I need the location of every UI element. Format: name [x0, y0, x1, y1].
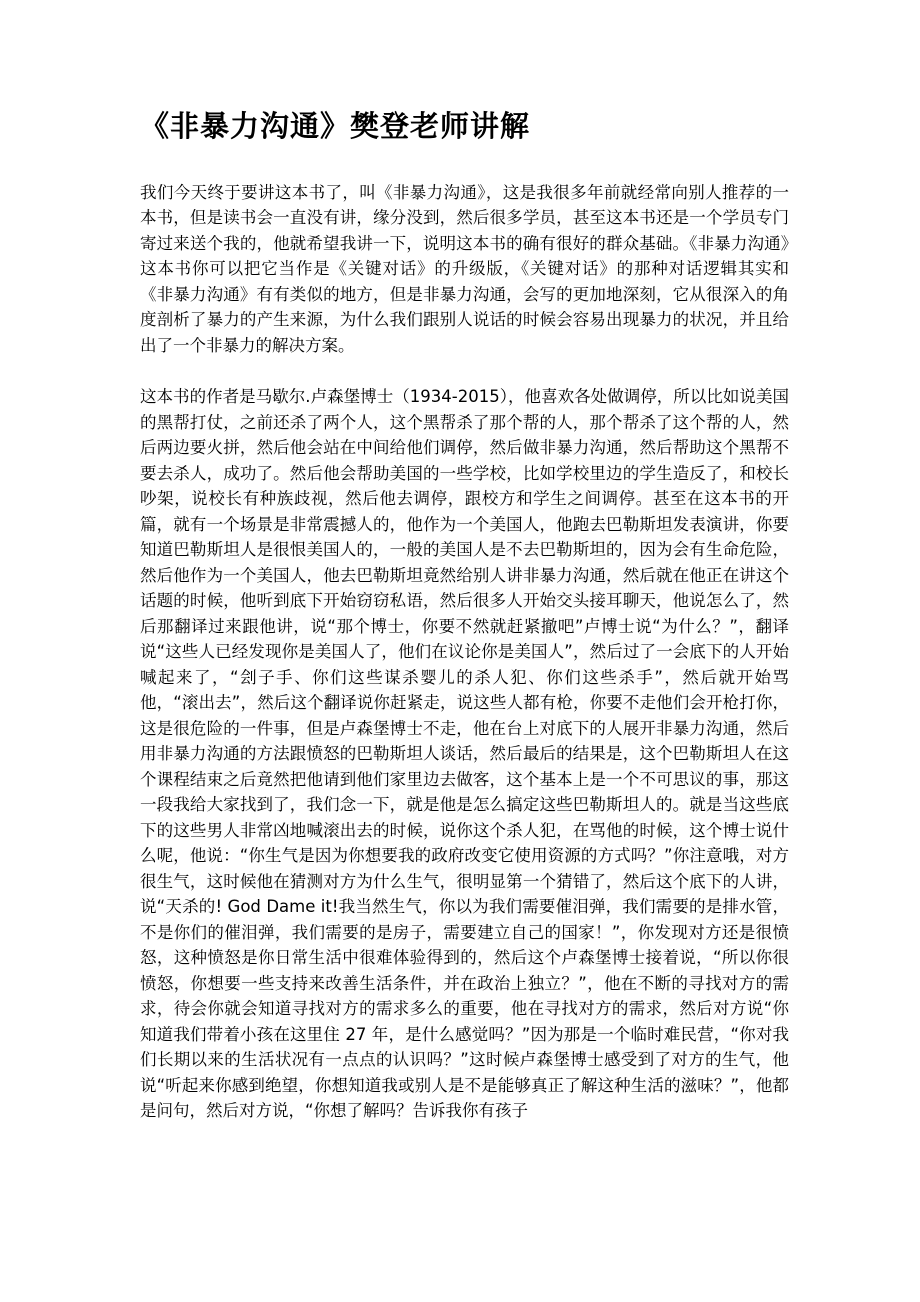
paragraph-intro: 我们今天终于要讲这本书了，叫《非暴力沟通》，这是我很多年前就经常向别人推荐的一本书，但是读书会一直没有讲，缘分没到，然后很多学员，甚至这本书还是一个学员专门寄过来送个我的，他就希望我讲一下，说明这本书的确有很好的群众基础。《非暴力沟通》这本书你可以把它当作是《关键对话》的升级版，《关键对话》的那种对话逻辑其实和《非暴力沟通》有有类似的地方，但是非暴力沟通，会写的更加地深刻，它从很深入的角度剖析了暴力的产生来源，为什么我们跟别人说话的时候会容易出现暴力的状况，并且给出了一个非暴力的解决方案。: [140, 182, 789, 355]
paragraph-author-story: 这本书的作者是马歇尔.卢森堡博士（1934-2015），他喜欢各处做调停，所以比如说美国的黑帮打仗，之前还杀了两个人，这个黑帮杀了那个帮的人，那个帮杀了这个帮的人，然后两边要火拼，然后他会站在中间给他们调停，然后做非暴力沟通，然后帮助这个黑帮不要去杀人，成功了。然后他会帮助美国的一些学校，比如学校里边的学生造反了，和校长吵架，说校长有种族歧视，然后他去调停，跟校方和学生之间调停。甚至在这本书的开篇，就有一个场景是非常震撼人的，他作为一个美国人，他跑去巴勒斯坦发表演讲，你要知道巴勒斯坦人是很恨美国人的，一般的美国人是不去巴勒斯坦的，因为会有生命危险，然后他作为一个美国人，他去巴勒斯坦竟然给别人讲非暴力沟通，然后就在他正在讲这个话题的时候，他听到底下开始窃窃私语，然后很多人开始交头接耳聊天，他说怎么了，然后那翻译过来跟他讲，说“那个博士，你要不然就赶紧撤吧”卢博士说“为什么？”，翻译说“这些人已经发现你是美国人了，他们在议论你是美国人”，然后过了一会底下的人开始喊起来了，“刽子手、你们这些谋杀婴儿的杀人犯、你们这些杀手”，然后就开始骂他，“滚出去”，然后这个翻译说你赶紧走，说这些人都有枪，你要不走他们会开枪打你，这是很危险的一件事，但是卢森堡博士不走，他在台上对底下的人展开非暴力沟通，然后用非暴力沟通的方法跟愤怒的巴勒斯坦人谈话，然后最后的结果是，这个巴勒斯坦人在这个课程结束之后竟然把他请到他们家里边去做客，这个基本上是一个不可思议的事，那这一段我给大家找到了，我们念一下，就是他是怎么搞定这些巴勒斯坦人的。就是当这些底下的这些男人非常凶地喊滚出去的时候，说你这个杀人犯，在骂他的时候，这个博士说什么呢，他说：“你生气是因为你想要我的政府改变它使用资源的方式吗？”你注意哦，对方很生气，这时候他在猜测对方为什么生气，很明显第一个猜错了，然后这个底下的人讲，说“天杀的! God Dame it!我当然生气，你以为我们需要催泪弹，我们需要的是排水管，不是你们的催泪弹，我们需要的是房子，需要建立自己的国家！”，你发现对方还是很愤怒，这种愤怒是你日常生活中很难体验得到的，然后这个卢森堡博士接着说，“所以你很愤怒，你想要一些支持来改善生活条件，并在政治上独立？”，他在不断的寻找对方的需求，待会你就会知道寻找对方的需求多么的重要，他在寻找对方的需求，然后对方说“你知道我们带着小孩在这里住 27 年，是什么感觉吗？”因为那是一个临时难民营，“你对我们长期以来的生活状况有一点点的认识吗？”这时候卢森堡博士感受到了对方的生气，他说“听起来你感到绝望，你想知道我或别人是不是能够真正了解这种生活的滋味？”，他都是问句，然后对方说，“你想了解吗？告诉我你有孩子: [140, 387, 789, 1121]
document-title: 《非暴力沟通》樊登老师讲解: [140, 109, 531, 143]
